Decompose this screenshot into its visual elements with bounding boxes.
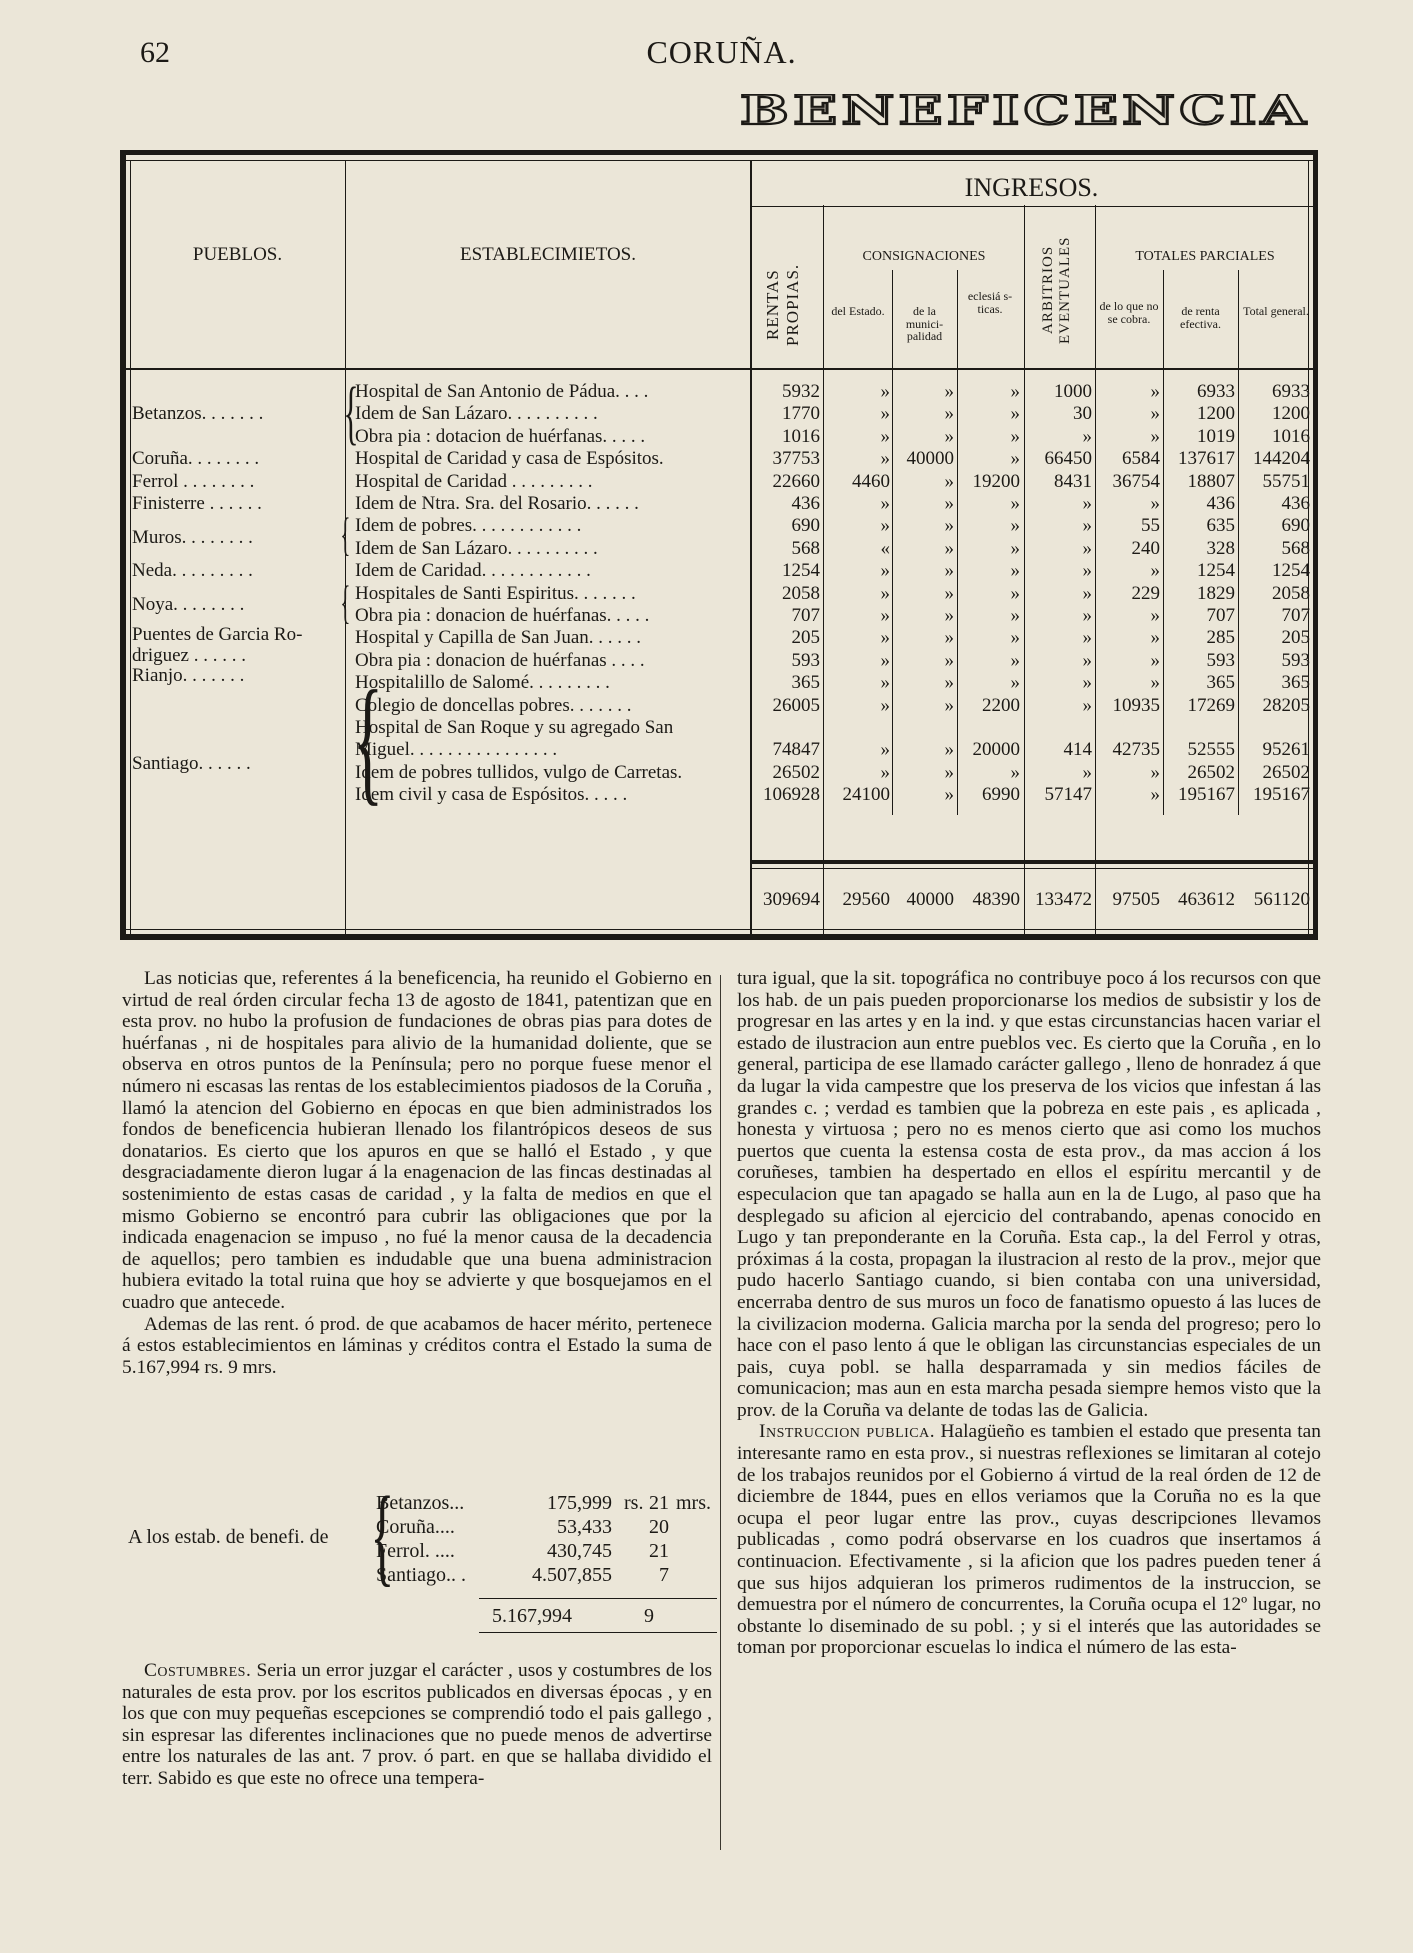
- table-row-establecimiento: Idem de Ntra. Sra. del Rosario. . . . . .: [355, 493, 639, 514]
- table-row-establecimiento: Idem civil y casa de Espósitos. . . . .: [355, 784, 628, 806]
- table-cell-ec: 2200: [982, 694, 1020, 716]
- text-column-left-lower: [122, 1660, 712, 1790]
- total-cell-ec: 48390: [972, 889, 1020, 910]
- table-cell-mu: »: [944, 493, 954, 514]
- summary-munit: mrs.: [676, 1492, 711, 1514]
- table-cell-ar: »: [1082, 627, 1092, 649]
- table-cell-de: 4460: [852, 470, 890, 492]
- table-cell-ar: »: [1082, 560, 1092, 582]
- table-cell-rp: 205: [791, 627, 820, 649]
- table-cell-ar: »: [1082, 425, 1092, 447]
- costumbres-heading: Costumbres.: [144, 1660, 252, 1681]
- group-brace: {: [340, 576, 351, 629]
- table-cell-mu: »: [944, 605, 954, 626]
- table-cell-mu: »: [944, 672, 954, 694]
- table-cell-ec: »: [1010, 493, 1020, 514]
- table-cell-nc: »: [1150, 784, 1160, 806]
- table-cell-ec: »: [1010, 649, 1020, 671]
- table-cell-nc: 6584: [1122, 448, 1160, 470]
- header-renta-efectiva: de renta efectiva.: [1180, 304, 1221, 331]
- table-cell-tg: 6933: [1272, 381, 1310, 402]
- table-cell-nc: »: [1150, 381, 1160, 402]
- table-cell-nc: 10935: [1112, 694, 1160, 716]
- table-cell-ec: »: [1010, 515, 1020, 537]
- table-cell-rp: 568: [791, 537, 820, 559]
- text-column-left: [122, 968, 712, 1378]
- summary-label: A los estab. de benefi. de: [128, 1526, 329, 1548]
- table-cell-de: »: [880, 493, 890, 514]
- table-cell-de: »: [880, 761, 890, 783]
- table-cell-ec: »: [1010, 761, 1020, 783]
- table-cell-nc: »: [1150, 649, 1160, 671]
- table-cell-ar: »: [1082, 694, 1092, 716]
- table-cell-mu: »: [944, 470, 954, 492]
- table-cell-ec: »: [1010, 537, 1020, 559]
- table-cell-de: 24100: [842, 784, 890, 806]
- header-total-general: Total general.: [1243, 304, 1309, 318]
- header-totales-parciales: TOTALES PARCIALES: [1135, 249, 1275, 264]
- summary-total-rs: 5.167,994: [492, 1605, 572, 1627]
- table-cell-ec: 20000: [972, 739, 1020, 761]
- table-cell-re: 1254: [1197, 560, 1235, 582]
- summary-mrs: 21: [649, 1540, 669, 1562]
- table-row-establecimiento: Idem de San Lázaro. . . . . . . . . .: [355, 537, 598, 559]
- table-row-establecimiento: Hospitales de Santi Espiritus. . . . . . .: [355, 582, 636, 604]
- group-brace: {: [352, 661, 384, 819]
- table-cell-tg: 690: [1281, 515, 1310, 537]
- header-rentas-propias: RENTAS PROPIAS.: [763, 263, 802, 347]
- table-cell-mu: »: [944, 739, 954, 761]
- summary-rs: 4.507,855: [532, 1564, 612, 1586]
- table-cell-ar: »: [1082, 493, 1092, 514]
- summary-unit: rs.: [624, 1492, 644, 1514]
- table-cell-nc: »: [1150, 493, 1160, 514]
- table-row-establecimiento: Idem de San Lázaro. . . . . . . . . .: [355, 403, 598, 425]
- credit-summary: A los estab. de benefi. de { Betanzos... 175,999 rs. 21 mrs. Coruña.... 53,433 20 Ferrol. .... 430,745 21 Santiago.. . 4.507,855 7 5.167,994 9: [124, 1480, 724, 1630]
- summary-place: Ferrol. ....: [376, 1540, 455, 1562]
- header-arbitrios: ARBITRIOS EVENTUALES: [1040, 236, 1073, 344]
- group-brace: {: [343, 374, 359, 452]
- summary-rs: 53,433: [557, 1516, 612, 1538]
- table-cell-tg: 95261: [1262, 739, 1310, 761]
- table-cell-ar: 57147: [1044, 784, 1092, 806]
- table-row-establecimiento: Obra pia : donacion de huérfanas . . . .: [355, 649, 645, 671]
- summary-rs: 430,745: [547, 1540, 612, 1562]
- table-row-establecimiento: Hospital de San Roque y su agregado San: [355, 717, 674, 738]
- table-cell-re: 137617: [1178, 448, 1235, 470]
- table-cell-re: 26502: [1187, 761, 1235, 783]
- table-cell-ar: 8431: [1054, 470, 1092, 492]
- header-no-se-cobra: de lo que no se cobra.: [1099, 299, 1159, 326]
- table-cell-ec: »: [1010, 605, 1020, 626]
- table-cell-ec: »: [1010, 560, 1020, 582]
- table-row-establecimiento: Hospitalillo de Salomé. . . . . . . . .: [355, 672, 610, 694]
- text-column-right: [737, 968, 1321, 1659]
- table-cell-mu: »: [944, 425, 954, 447]
- total-cell-rp: 309694: [763, 889, 820, 910]
- table-cell-rp: 74847: [772, 739, 820, 761]
- table-cell-mu: »: [944, 582, 954, 604]
- table-cell-ar: 66450: [1044, 448, 1092, 470]
- table-cell-re: 635: [1206, 515, 1235, 537]
- table-cell-re: 6933: [1197, 381, 1235, 402]
- column-rule: [720, 975, 721, 1850]
- table-cell-re: 593: [1206, 649, 1235, 671]
- table-cell-re: 195167: [1178, 784, 1235, 806]
- table-cell-nc: 42735: [1112, 739, 1160, 761]
- svg-text:BENEFICENCIA: BENEFICENCIA: [740, 94, 1310, 128]
- total-cell-re: 463612: [1178, 889, 1235, 910]
- table-cell-re: 52555: [1187, 739, 1235, 761]
- table-cell-rp: 1016: [782, 425, 820, 447]
- table-pueblo: driguez . . . . . .: [132, 645, 246, 667]
- table-row-establecimiento: Obra pia : dotacion de huérfanas. . . . .: [355, 425, 646, 447]
- table-cell-nc: »: [1150, 560, 1160, 582]
- table-cell-rp: 365: [791, 672, 820, 694]
- table-cell-mu: »: [944, 649, 954, 671]
- table-cell-tg: 707: [1281, 605, 1310, 626]
- total-cell-ar: 133472: [1035, 889, 1092, 910]
- table-cell-re: 365: [1206, 672, 1235, 694]
- table-cell-rp: 707: [791, 605, 820, 626]
- summary-place: Santiago.. .: [376, 1564, 466, 1586]
- paragraph-creditos: Ademas de las rent. ó prod. de que acabamos de hacer mérito, pertenece á estos establecimientos en láminas y créditos contra el Estado la suma de 5.167,994 rs. 9 mrs.: [122, 1313, 712, 1378]
- table-pueblo: Coruña. . . . . . . .: [132, 448, 260, 470]
- table-cell-ar: »: [1082, 605, 1092, 626]
- header-ingresos: INGRESOS.: [964, 173, 1099, 202]
- table-cell-tg: 1254: [1272, 560, 1310, 582]
- table-row-establecimiento: Idem de pobres. . . . . . . . . . . .: [355, 515, 582, 537]
- table-cell-de: »: [880, 649, 890, 671]
- table-cell-ec: 6990: [982, 784, 1020, 806]
- table-cell-re: 436: [1206, 493, 1235, 514]
- table-cell-rp: 37753: [772, 448, 820, 470]
- table-pueblo: Neda. . . . . . . . .: [132, 560, 253, 582]
- summary-rs: 175,999: [547, 1492, 612, 1514]
- table-cell-ec: 19200: [972, 470, 1020, 492]
- table-cell-re: 17269: [1187, 694, 1235, 716]
- header-del-estado: del Estado.: [831, 304, 885, 318]
- table-cell-mu: 40000: [906, 448, 954, 470]
- table-cell-re: 707: [1206, 605, 1235, 626]
- header-establecimientos: ESTABLECIMIETOS.: [460, 244, 636, 265]
- table-cell-de: »: [880, 739, 890, 761]
- table-pueblo: Muros. . . . . . . .: [132, 526, 253, 548]
- table-cell-rp: 106928: [763, 784, 820, 806]
- total-cell-mu: 40000: [906, 889, 954, 910]
- table-cell-ar: »: [1082, 537, 1092, 559]
- table-row-establecimiento: Hospital de Caridad . . . . . . . . .: [355, 470, 593, 492]
- header-municipalidad: de la munici-palidad: [905, 304, 944, 344]
- page-number: 62: [140, 36, 170, 69]
- table-cell-nc: 55: [1141, 515, 1160, 537]
- table-cell-re: 1200: [1197, 403, 1235, 425]
- table-cell-ec: »: [1010, 403, 1020, 425]
- table-cell-mu: »: [944, 560, 954, 582]
- table-cell-de: »: [880, 560, 890, 582]
- table-cell-mu: »: [944, 627, 954, 649]
- table-cell-mu: »: [944, 761, 954, 783]
- table-cell-nc: »: [1150, 672, 1160, 694]
- table-cell-ar: 414: [1063, 739, 1092, 761]
- paragraph-caracter: tura igual, que la sit. topográfica no contribuye poco á los recursos con que los hab. de un pais pueden proporcionarse los medios de subsistir y los de progresar en las artes y en la ind. y que estas circunstancias hacen variar el estado de ilustracion aun entre pueblos vec. Es cierto que la Coruña , en lo general, participa de ese llamado carácter gallego , lleno de honradez á que da lugar la vida campestre que los preserva de los vicios que infestan á las grandes c. ; verdad es tambien que la pobreza en este pais , es aplicada , honesta y virtuosa ; pero no es menos cierto que asi como los muchos puertos que cuenta la estensa costa de esta prov., da mas accion á los coruñeses, tambien ha despertado en ellos el espíritu mercantil y de especulacion que tan apagado se halla aun en la de Lugo, al paso que ha desplegado su aficion al ejercicio del contrabando, apenas conocido en Lugo y tan preponderante en la Coruña. Esta cap., la del Ferrol y otras, próximas á la costa, propagan la ilustracion al resto de la prov., mejor que pudo hacerlo Santiago cuando, si bien contaba con una universidad, encerraba dentro de sus muros un foco de fanatismo opuesto á las luces de la civilizacion moderna. Galicia marcha por la senda del progreso; pero lo hace con el paso lento á que le obligan las circunstancias especiales de un pais, cuya pobl. se halla desparramada y sin medios fáciles de comunicacion; mas aun en esta marcha pesada siempre hemos visto que la prov. de la Coruña va delante de todas las de Galicia.: [737, 968, 1321, 1421]
- table-cell-nc: »: [1150, 627, 1160, 649]
- table-cell-mu: »: [944, 694, 954, 716]
- table-cell-ec: »: [1010, 381, 1020, 402]
- table-cell-rp: 26005: [772, 694, 820, 716]
- table-cell-de: »: [880, 403, 890, 425]
- summary-mrs: 7: [659, 1564, 669, 1586]
- table-cell-ar: »: [1082, 515, 1092, 537]
- table-cell-re: 18807: [1187, 470, 1235, 492]
- table-cell-ar: »: [1082, 649, 1092, 671]
- table-pueblo: Ferrol . . . . . . . .: [132, 470, 255, 492]
- running-head: CORUÑA.: [646, 34, 797, 70]
- summary-place: Betanzos...: [376, 1492, 465, 1514]
- table-pueblo: Santiago. . . . . .: [132, 752, 251, 774]
- table-cell-tg: 593: [1281, 649, 1310, 671]
- table-cell-de: »: [880, 381, 890, 402]
- table-cell-rp: 26502: [772, 761, 820, 783]
- beneficencia-table: [120, 150, 1318, 940]
- header-pueblos: PUEBLOS.: [192, 244, 283, 265]
- section-banner: [738, 94, 1313, 128]
- table-cell-rp: 1770: [782, 403, 820, 425]
- paragraph-instruccion: Halagüeño es tambien el estado que presenta tan interesante ramo en esta prov., si nuestras reflexiones se limitaran al cotejo de los trabajos reunidos por el Gobierno á virtud de la real órden de 12 de diciembre de 1844, pues en ellos veriamos que la Coruña no es la que ocupa el peor lugar entre las prov., cuyas descripciones llevamos publicadas , como podrá observarse en los cuadros que insertamos á continuacion. Efectivamente , si la aficion que los padres pueden tener á que sus hijos adquieran los primeros rudimentos de la instruccion, se demuestra por el número de concurrentes, la Coruña ocupa el 12º lugar, no obstante lo diseminado de su pobl. ; y si el interés que las autoridades se toman por proporcionar escuelas lo indica el número de las esta-: [737, 1421, 1321, 1659]
- table-cell-nc: 36754: [1112, 470, 1160, 492]
- table-cell-re: 1829: [1197, 582, 1235, 604]
- table-cell-de: »: [880, 582, 890, 604]
- paragraph-beneficencia: Las noticias que, referentes á la beneficencia, ha reunido el Gobierno en virtud de real órden circular fecha 13 de agosto de 1841, patentizan que en esta prov. no hubo la profusion de fundaciones de obras pias para dotes de huérfanas , ni de hospitales para alivio de la humanidad doliente, que se observa en otros puntos de la Península; pero no porque fuese menor el número ni escasas las rentas de los establecimientos piadosos de la Coruña , llamó la atencion del Gobierno en épocas en que bien administrados los fondos de beneficencia hubieran llenado los filantrópicos deseos de sus donatarios. Es cierto que los apuros en que se halló el Estado , y que desgraciadamente dieron lugar á la enagenacion de las fincas destinadas al sostenimiento de estas casas de caridad , y la falta de medios en que el mismo Gobierno se encontró para cubrir las obligaciones que por la indicada enagenacion se impuso , no fué la menor causa de la decadencia de aquellos; pero tambien es indudable que una buena administracion hubiera evitado la total ruina que hoy se advierte y que bosquejamos en el cuadro que antecede.: [122, 968, 712, 1313]
- table-cell-tg: 55751: [1262, 470, 1310, 492]
- instruccion-heading: Instruccion publica.: [759, 1421, 936, 1443]
- summary-place: Coruña....: [376, 1516, 455, 1538]
- table-cell-mu: »: [944, 381, 954, 402]
- table-cell-tg: 365: [1281, 672, 1310, 694]
- table-cell-tg: 2058: [1272, 582, 1310, 604]
- table-cell-ec: »: [1010, 627, 1020, 649]
- total-cell-nc: 97505: [1112, 889, 1160, 910]
- table-cell-nc: »: [1150, 761, 1160, 783]
- table-cell-rp: 5932: [782, 381, 820, 402]
- table-cell-ec: »: [1010, 425, 1020, 447]
- table-cell-re: 285: [1206, 627, 1235, 649]
- table-cell-nc: 240: [1131, 537, 1160, 559]
- table-cell-ec: »: [1010, 582, 1020, 604]
- table-cell-rp: 22660: [772, 470, 820, 492]
- table-cell-tg: 28205: [1262, 694, 1310, 716]
- table-cell-rp: 1254: [782, 560, 820, 582]
- table-row-establecimiento: Obra pia : donacion de huérfanas. . . . .: [355, 605, 650, 626]
- total-cell-de: 29560: [842, 889, 890, 910]
- table-cell-tg: 195167: [1253, 784, 1310, 806]
- table-cell-re: 328: [1206, 537, 1235, 559]
- table-cell-de: »: [880, 425, 890, 447]
- table-cell-de: »: [880, 448, 890, 470]
- table-cell-ec: »: [1010, 448, 1020, 470]
- table-cell-mu: »: [944, 537, 954, 559]
- table-cell-de: »: [880, 515, 890, 537]
- table-cell-tg: 568: [1281, 537, 1310, 559]
- table-cell-de: »: [880, 672, 890, 694]
- table-row-establecimiento: Idem de Caridad. . . . . . . . . . . .: [355, 560, 591, 582]
- table-pueblo: Rianjo. . . . . . .: [132, 665, 245, 687]
- table-cell-tg: 1200: [1272, 403, 1310, 425]
- table-cell-re: 1019: [1197, 425, 1235, 447]
- table-cell-rp: 690: [791, 515, 820, 537]
- table-cell-de: «: [880, 537, 890, 559]
- table-cell-tg: 26502: [1262, 761, 1310, 783]
- table-row-establecimiento: Colegio de doncellas pobres. . . . . . .: [355, 694, 632, 716]
- table-cell-rp: 2058: [782, 582, 820, 604]
- table-pueblo: Puentes de Garcia Ro-: [132, 624, 303, 646]
- table-cell-rp: 436: [791, 493, 820, 514]
- table-row-establecimiento: Idem de pobres tullidos, vulgo de Carretas.: [355, 761, 683, 783]
- table-pueblo: Noya. . . . . . . .: [132, 593, 245, 615]
- table-pueblo: Finisterre . . . . . .: [132, 493, 262, 514]
- summary-mrs: 21: [649, 1492, 669, 1514]
- table-row-establecimiento: Hospital de Caridad y casa de Espósitos.: [355, 448, 664, 470]
- total-cell-tg: 561120: [1253, 889, 1310, 910]
- table-cell-nc: »: [1150, 403, 1160, 425]
- summary-mrs: 20: [649, 1516, 669, 1538]
- paragraph-costumbres: Seria un error juzgar el carácter , usos y costumbres de los naturales de esta prov. por los escritos publicados en diversas épocas , y en los que con muy pequeñas escepciones se comprendió todo el pais gallego , sin espresar las diferentes inclinaciones que no puede menos de advertirse entre los naturales de las ant. 7 prov. ó part. en que se hallaba dividido el terr. Sabido es que este no ofrece una tempera-: [122, 1660, 713, 1789]
- table-cell-ec: »: [1010, 672, 1020, 694]
- table-cell-ar: »: [1082, 582, 1092, 604]
- table-cell-tg: 436: [1281, 493, 1310, 514]
- table-cell-de: »: [880, 627, 890, 649]
- table-row-establecimiento: Hospital y Capilla de San Juan. . . . . .: [355, 627, 642, 649]
- table-pueblo: Betanzos. . . . . . .: [132, 403, 264, 425]
- table-cell-de: »: [880, 605, 890, 626]
- table-cell-ar: »: [1082, 672, 1092, 694]
- header-eclesiasticas: eclesiá s-ticas.: [967, 289, 1013, 316]
- group-brace: {: [340, 509, 351, 562]
- table-cell-mu: »: [944, 515, 954, 537]
- table-cell-tg: 144204: [1253, 448, 1310, 470]
- table-cell-mu: »: [944, 403, 954, 425]
- table-row-establecimiento: Miguel. . . . . . . . . . . . . . . .: [355, 739, 558, 761]
- summary-total-mrs: 9: [644, 1605, 654, 1627]
- table-cell-rp: 593: [791, 649, 820, 671]
- table-cell-tg: 1016: [1272, 425, 1310, 447]
- header-consignaciones: CONSIGNACIONES: [862, 249, 986, 264]
- table-cell-ar: 30: [1073, 403, 1092, 425]
- table-cell-tg: 205: [1281, 627, 1310, 649]
- table-cell-nc: »: [1150, 425, 1160, 447]
- table-cell-nc: »: [1150, 605, 1160, 626]
- table-cell-de: »: [880, 694, 890, 716]
- table-row-establecimiento: Hospital de San Antonio de Pádua. . . .: [355, 381, 649, 402]
- table-cell-ar: »: [1082, 761, 1092, 783]
- table-cell-nc: 229: [1131, 582, 1160, 604]
- table-cell-ar: 1000: [1054, 381, 1092, 402]
- table-cell-mu: »: [944, 784, 954, 806]
